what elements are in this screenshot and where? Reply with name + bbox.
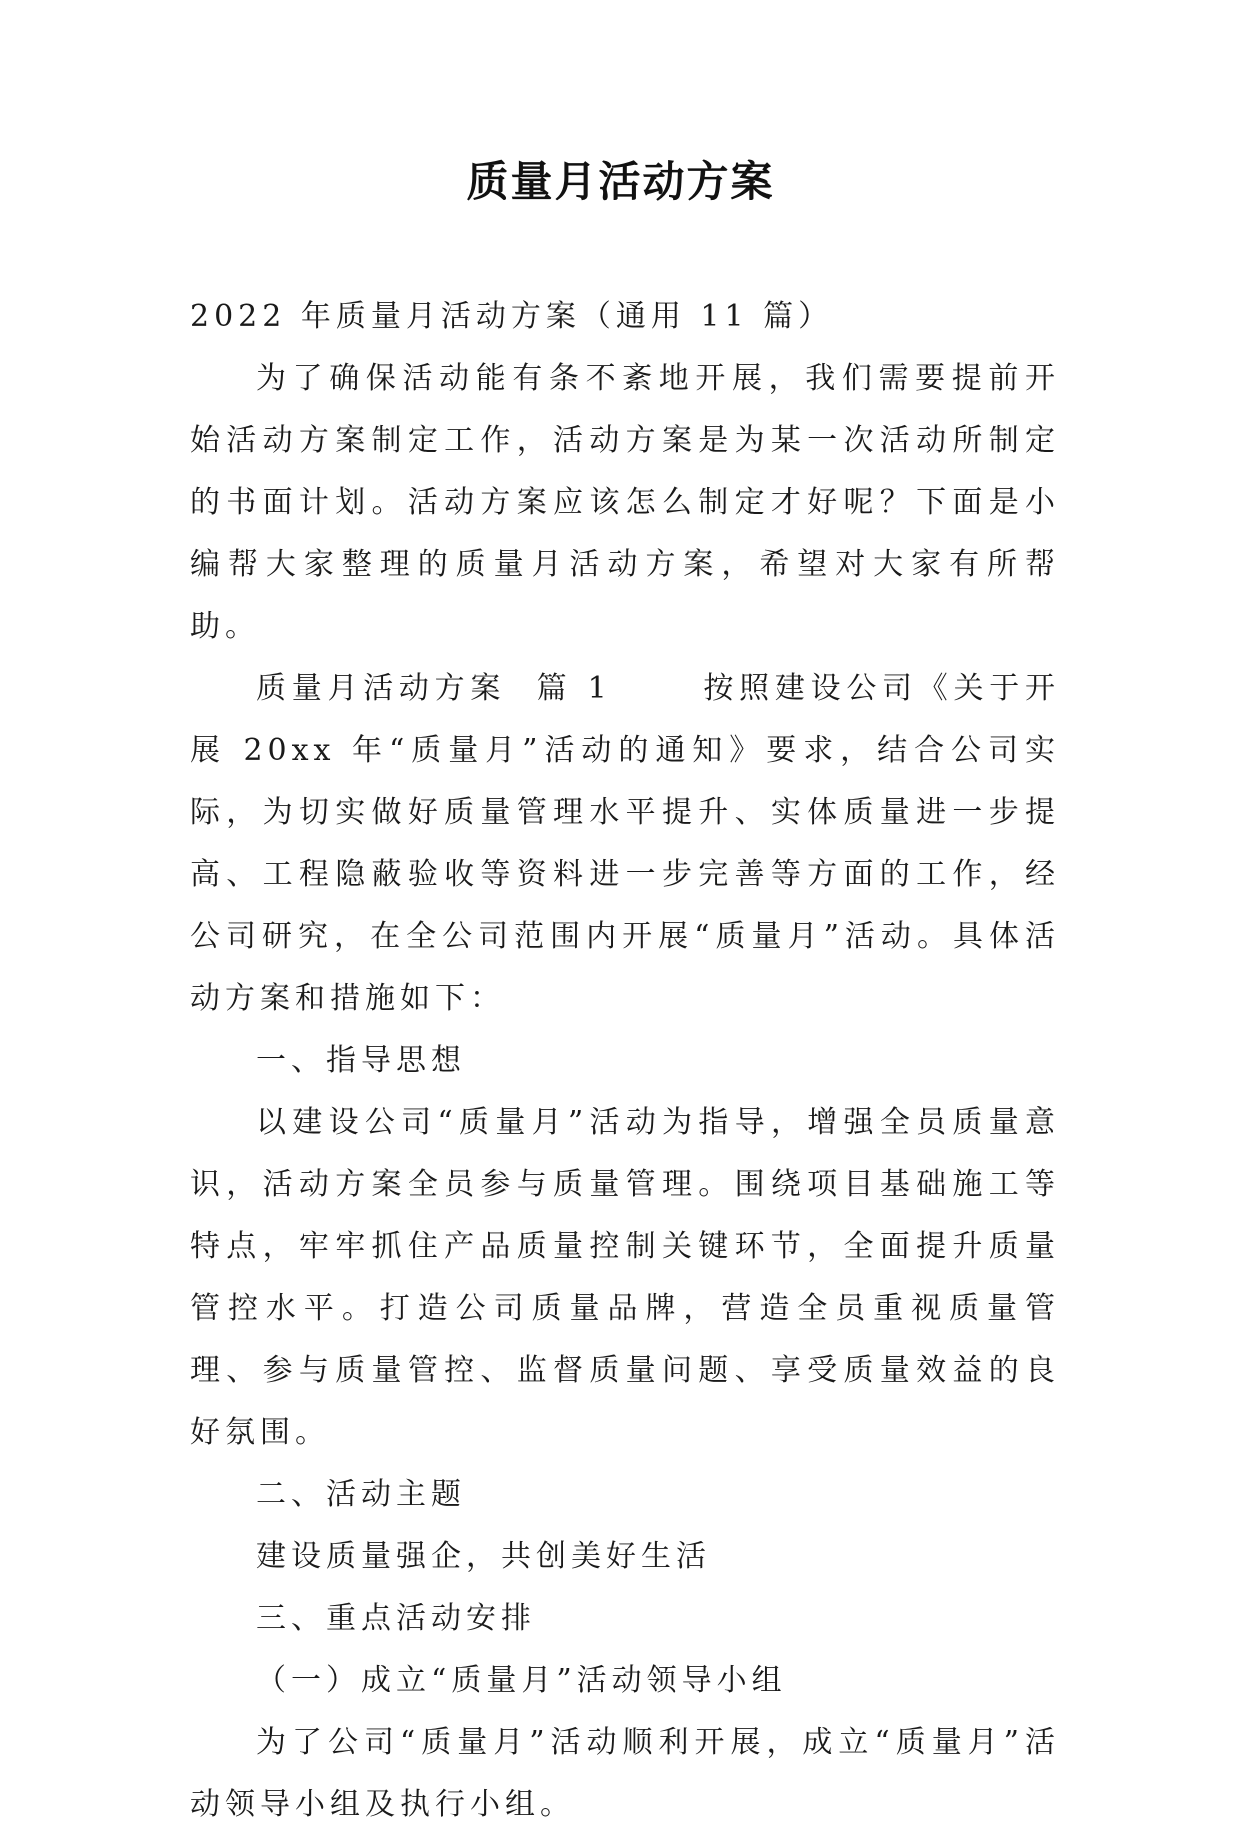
intro-paragraph: 为了确保活动能有条不紊地开展，我们需要提前开始活动方案制定工作，活动方案是为某一次活动所制定的书面计划。活动方案应该怎么制定才好呢？下面是小编帮大家整理的质量月活动方案，希望对大家有所帮助。 (190, 361, 1060, 644)
chapter-1-paragraph: 质量月活动方案 篇 1 按照建设公司《关于开展 20xx 年“质量月”活动的通知》要求，结合公司实际，为切实做好质量管理水平提升、实体质量进一步提高、工程隐蔽验收等资料进一步完善等方面的工作，经公司研究，在全公司范围内开展“质量月”活动。具体活动方案和措施如下： (190, 671, 1060, 1016)
document-body (190, 286, 1060, 1836)
leadership-group-paragraph: 为了公司“质量月”活动顺利开展，成立“质量月”活动领导小组及执行小组。 (190, 1725, 1060, 1822)
guiding-ideology-paragraph: 以建设公司“质量月”活动为指导，增强全员质量意识，活动方案全员参与质量管理。围绕项目基础施工等特点，牢牢抓住产品质量控制关键环节，全面提升质量管控水平。打造公司质量品牌，营造全员重视质量管理、参与质量管控、监督质量问题、享受质量效益的良好氛围。 (190, 1105, 1060, 1450)
document-subtitle: 2022 年质量月活动方案（通用 11 篇） (190, 299, 834, 334)
section-heading-theme: 二、活动主题 (256, 1477, 466, 1512)
section-heading-key-activities: 三、重点活动安排 (256, 1601, 536, 1636)
subsection-heading-leadership-group: （一）成立“质量月”活动领导小组 (256, 1663, 787, 1698)
document-title: 质量月活动方案 (466, 157, 775, 206)
section-heading-guiding-ideology: 一、指导思想 (256, 1043, 466, 1078)
theme-paragraph: 建设质量强企，共创美好生活 (256, 1539, 711, 1574)
